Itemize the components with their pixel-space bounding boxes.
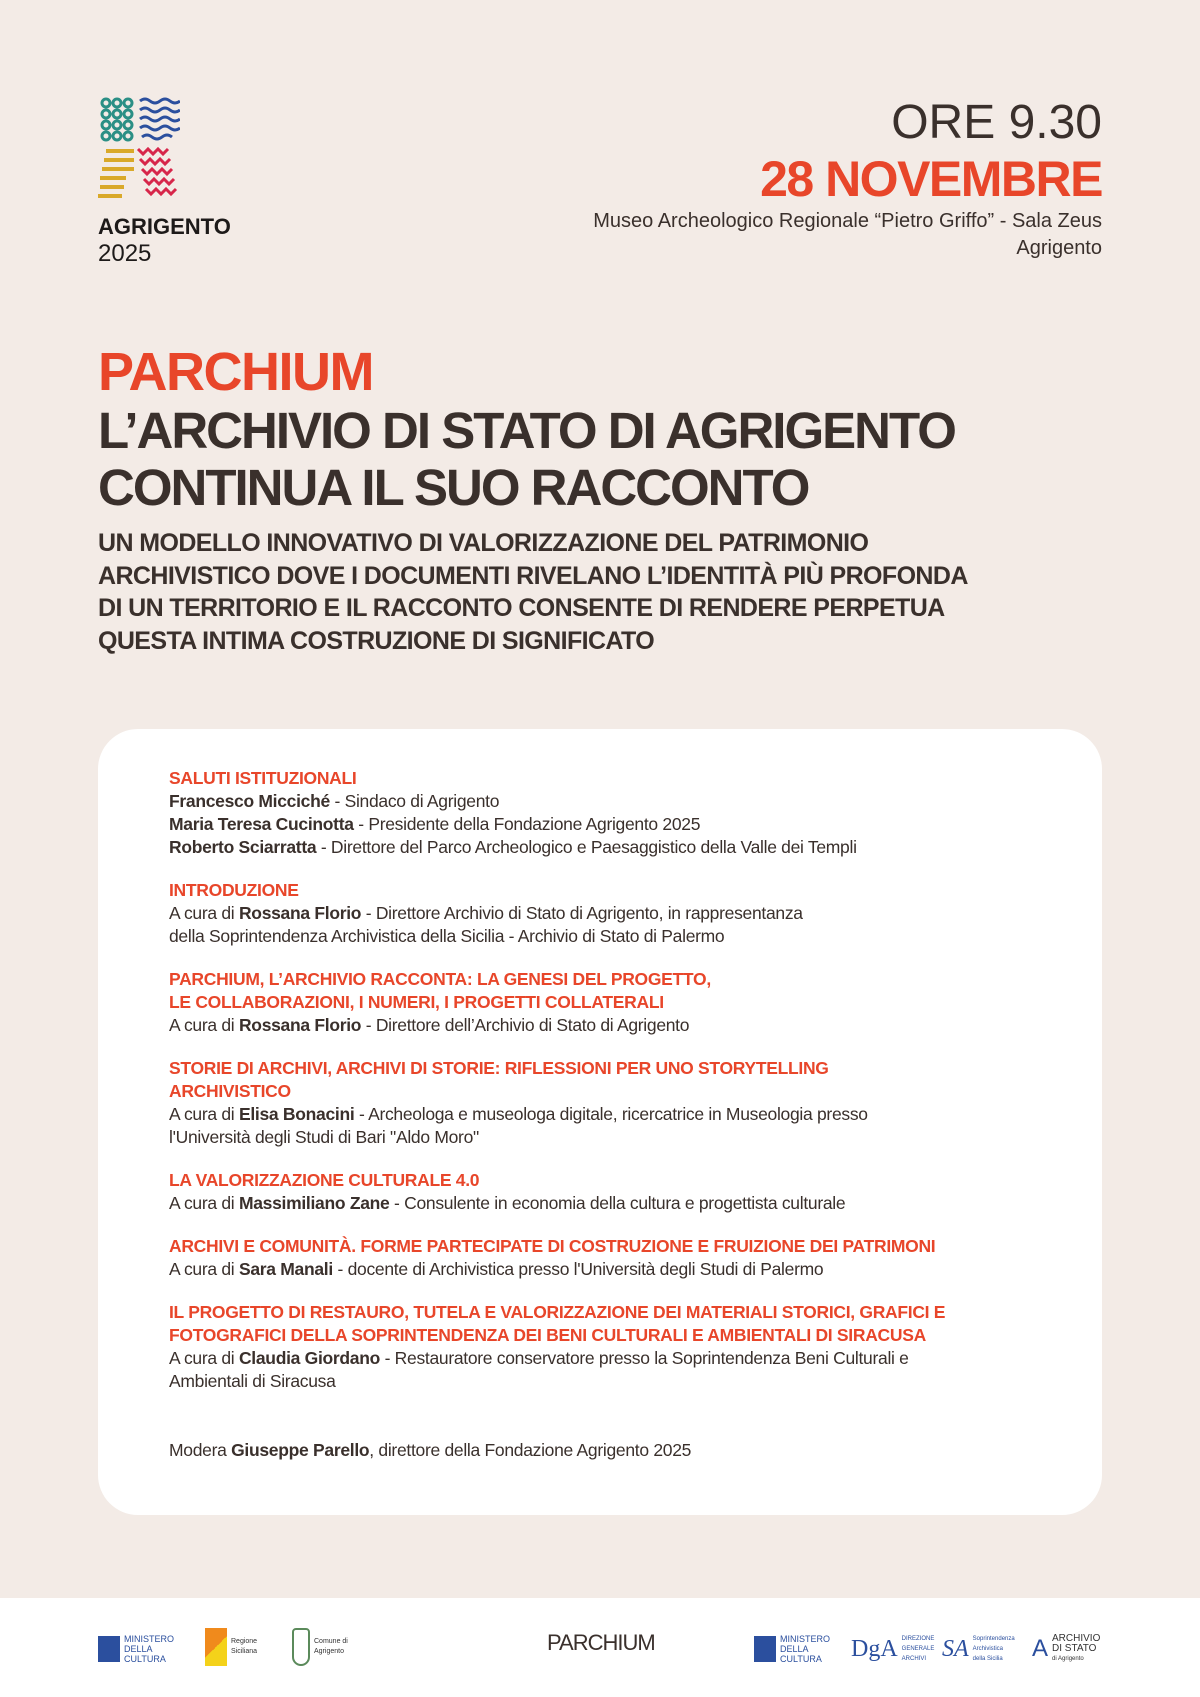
logo-ministero-cultura: MINISTERO DELLA CULTURA	[98, 1634, 174, 1664]
speaker-line	[169, 925, 1102, 948]
section-heading: ARCHIVISTICO	[169, 1081, 291, 1101]
event-info	[593, 96, 1102, 262]
logo-parchium: PARCHIUM	[547, 1630, 655, 1655]
speaker-line	[169, 1258, 1102, 1281]
line-prefix: l'Università degli Studi di Bari "Aldo Moro"	[169, 1127, 479, 1147]
title-brand: PARCHIUM	[98, 342, 373, 402]
section-heading: ARCHIVI E COMUNITÀ. FORME PARTECIPATE DI COSTRUZIONE E FRUIZIONE DEI PATRIMONI	[169, 1236, 936, 1256]
speaker-name: Maria Teresa Cucinotta	[169, 814, 354, 834]
speaker-role: - Direttore del Parco Archeologico e Paesaggistico della Valle dei Templi	[316, 837, 857, 857]
line-prefix: A cura di	[169, 1015, 239, 1035]
speaker-role: - Restauratore conservatore presso la Soprintendenza Beni Culturali e	[380, 1348, 909, 1368]
speaker-name: Massimiliano Zane	[238, 1193, 390, 1213]
speaker-role: - Sindaco di Agrigento	[329, 791, 500, 811]
speaker-role: - Consulente in economia della cultura e progettista culturale	[389, 1193, 846, 1213]
moderator-prefix: Modera	[169, 1440, 232, 1460]
section-heading: IL PROGETTO DI RESTAURO, TUTELA E VALORIZZAZIONE DEI MATERIALI STORICI, GRAFICI E	[169, 1302, 946, 1322]
logo-dga: DgA DIREZIONE GENERALE ARCHIVI	[851, 1636, 935, 1662]
event-date: 28 NOVEMBRE	[760, 151, 1102, 207]
mic-icon	[98, 1636, 120, 1662]
speaker-name: Roberto Sciarratta	[169, 837, 317, 857]
subtitle-line: QUESTA INTIMA COSTRUZIONE DI SIGNIFICATO	[98, 626, 655, 655]
event-venue: Museo Archeologico Regionale “Pietro Griffo” - Sala Zeus	[593, 210, 1102, 232]
section-heading: SALUTI ISTITUZIONALI	[169, 768, 357, 788]
speaker-role: - Presidente della Fondazione Agrigento 2025	[353, 814, 701, 834]
program-section	[169, 1169, 1102, 1215]
line-prefix: Ambientali di Siracusa	[169, 1371, 336, 1391]
moderator-role: , direttore della Fondazione Agrigento 2025	[369, 1440, 692, 1460]
logo-year: 2025	[98, 240, 152, 267]
section-heading: LE COLLABORAZIONI, I NUMERI, I PROGETTI COLLATERALI	[169, 992, 664, 1012]
agrigento-2025-logo-mark	[98, 97, 180, 209]
program-section	[169, 1235, 1102, 1281]
program-card	[98, 729, 1102, 1515]
speaker-name: Sara Manali	[238, 1259, 333, 1279]
logo-comune-agrigento: Comune di Agrigento	[292, 1628, 348, 1666]
logo-ministero-cultura-2: MINISTERO DELLA CULTURA	[754, 1634, 830, 1664]
moderator	[169, 1439, 1102, 1462]
speaker-name: Rossana Florio	[238, 903, 362, 923]
title-line: CONTINUA IL SUO RACCONTO	[98, 459, 809, 516]
comune-crest-icon	[292, 1628, 310, 1666]
logo-name: AGRIGENTO	[98, 214, 231, 239]
regione-shield-icon	[205, 1628, 227, 1666]
mic-icon	[754, 1636, 776, 1662]
speaker-line	[169, 902, 1102, 925]
subtitle	[98, 527, 1108, 657]
event-time: ORE 9.30	[891, 96, 1102, 149]
speaker-name: Rossana Florio	[238, 1015, 362, 1035]
line-prefix: A cura di	[169, 1348, 239, 1368]
speaker-line	[169, 790, 1102, 813]
program-section	[169, 1057, 1102, 1149]
speaker-name: Claudia Giordano	[238, 1348, 381, 1368]
speaker-line	[169, 1014, 1102, 1037]
section-heading: STORIE DI ARCHIVI, ARCHIVI DI STORIE: RIFLESSIONI PER UNO STORYTELLING	[169, 1058, 829, 1078]
speaker-role: - Direttore dell’Archivio di Stato di Agrigento	[361, 1015, 690, 1035]
line-prefix: A cura di	[169, 1259, 239, 1279]
line-prefix: A cura di	[169, 1104, 239, 1124]
speaker-line	[169, 1103, 1102, 1126]
title-line: L’ARCHIVIO DI STATO DI AGRIGENTO	[98, 402, 955, 459]
program-section	[169, 879, 1102, 948]
speaker-line	[169, 1370, 1102, 1393]
speaker-line	[169, 1192, 1102, 1215]
speaker-name: Elisa Bonacini	[238, 1104, 355, 1124]
program-section	[169, 1301, 1102, 1393]
line-prefix: A cura di	[169, 1193, 239, 1213]
program-section	[169, 767, 1102, 859]
line-prefix: A cura di	[169, 903, 239, 923]
section-heading: FOTOGRAFICI DELLA SOPRINTENDENZA DEI BENI CULTURALI E AMBIENTALI DI SIRACUSA	[169, 1325, 926, 1345]
footer-logos	[0, 1598, 1200, 1697]
speaker-line	[169, 836, 1102, 859]
speaker-role: - Archeologa e museologa digitale, ricercatrice in Museologia presso	[354, 1104, 868, 1124]
section-heading: LA VALORIZZAZIONE CULTURALE 4.0	[169, 1170, 480, 1190]
logo-archivio-stato: A ARCHIVIO DI STATO di Agrigento	[1032, 1633, 1101, 1662]
logo-regione-siciliana: Regione Siciliana	[205, 1628, 257, 1666]
section-heading: INTRODUZIONE	[169, 880, 299, 900]
page-title	[98, 342, 955, 516]
speaker-role: - docente di Archivistica presso l'Università degli Studi di Palermo	[332, 1259, 824, 1279]
speaker-line	[169, 1126, 1102, 1149]
event-city: Agrigento	[1016, 237, 1102, 259]
speaker-line	[169, 1347, 1102, 1370]
speaker-name: Francesco Micciché	[169, 791, 330, 811]
logo-soprintendenza: SA Soprintendenza Archivistica della Sicilia	[942, 1636, 1015, 1662]
speaker-line	[169, 813, 1102, 836]
speaker-role: - Direttore Archivio di Stato di Agrigento, in rappresentanza	[361, 903, 803, 923]
program-section	[169, 968, 1102, 1037]
line-prefix: della Soprintendenza Archivistica della Sicilia - Archivio di Stato di Palermo	[169, 926, 725, 946]
moderator-name: Giuseppe Parello	[231, 1440, 370, 1460]
subtitle-line: ARCHIVISTICO DOVE I DOCUMENTI RIVELANO L’IDENTITÀ PIÙ PROFONDA	[98, 561, 968, 590]
section-heading: PARCHIUM, L’ARCHIVIO RACCONTA: LA GENESI DEL PROGETTO,	[169, 969, 711, 989]
subtitle-line: UN MODELLO INNOVATIVO DI VALORIZZAZIONE DEL PATRIMONIO	[98, 529, 869, 557]
subtitle-line: DI UN TERRITORIO E IL RACCONTO CONSENTE DI RENDERE PERPETUA	[98, 594, 945, 622]
